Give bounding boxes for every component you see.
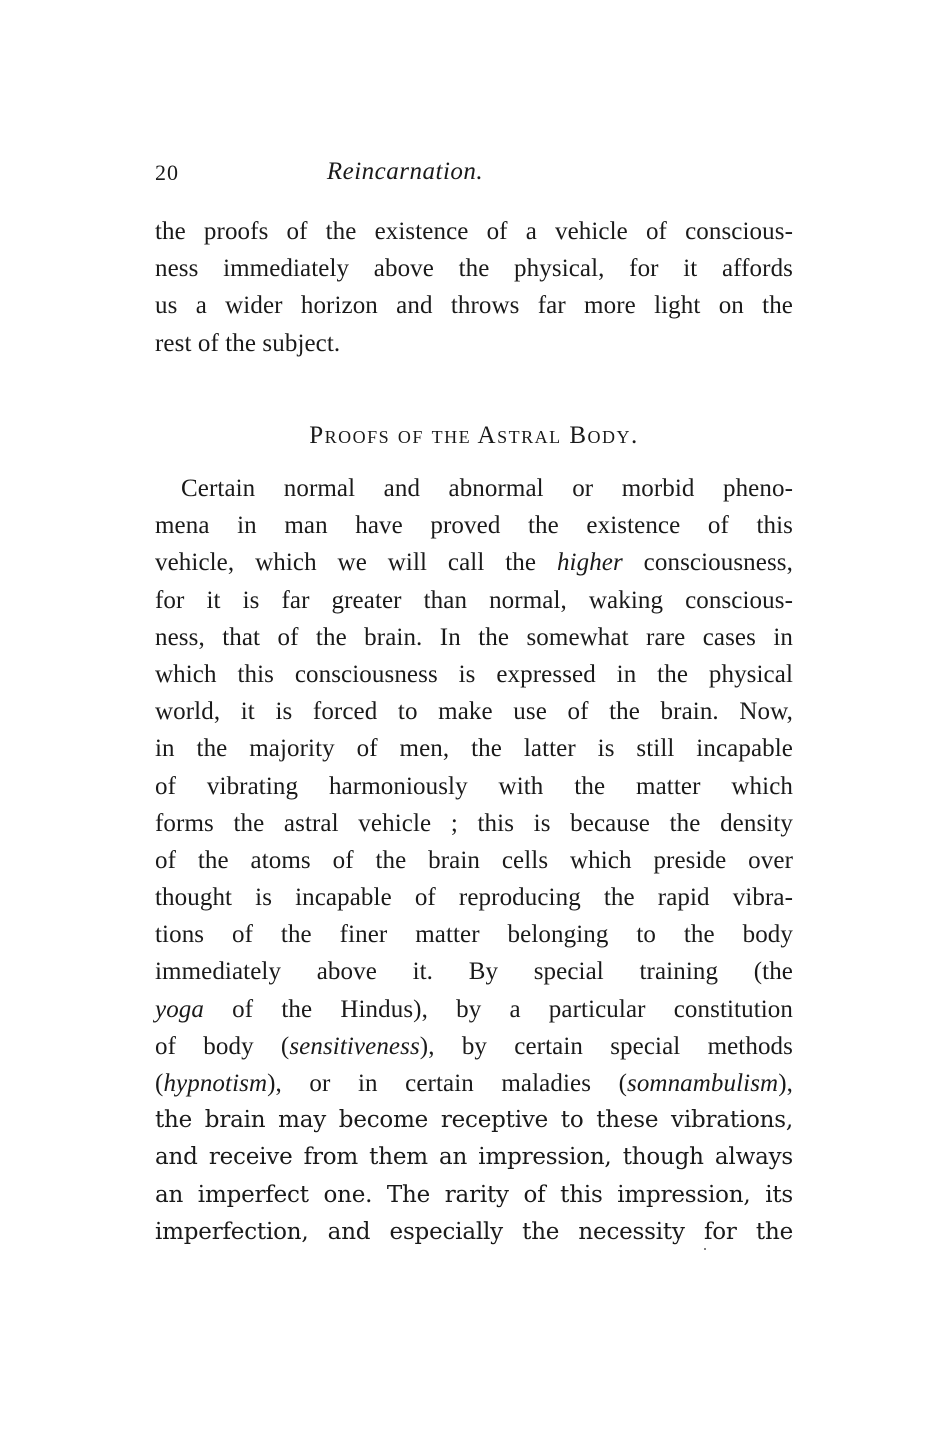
text-segment: ( (155, 1070, 164, 1097)
section-heading: Proofs of the Astral Body. (309, 422, 639, 449)
text-line: of the atoms of the brain cells which preside over (155, 846, 793, 874)
text-line: world, it is forced to make use of the brain. Now, (155, 698, 793, 726)
text-line (155, 1028, 793, 1065)
text-segment: ), (778, 1070, 793, 1097)
text-line (155, 1065, 793, 1102)
emphasis-text: somnambulism (627, 1070, 779, 1097)
text-line: immediately above it. By special training (the (155, 958, 793, 986)
text-line: tions of the finer matter belonging to the body (155, 921, 793, 949)
text-line: ness, that of the brain. In the somewhat rare cases in (155, 623, 793, 651)
text-line: us a wider horizon and throws far more light on the (155, 292, 793, 320)
text-line: thought is incapable of reproducing the rapid vibra- (155, 884, 793, 912)
text-line (155, 544, 793, 581)
text-line: and receive from them an impression, though always (155, 1144, 793, 1171)
text-segment: of the Hindus), by a particular constitution (204, 995, 793, 1023)
text-line: of vibrating harmoniously with the matter which (155, 772, 793, 800)
paragraph-continuation (155, 213, 793, 362)
text-line: an imperfect one. The rarity of this impression, its (155, 1181, 793, 1208)
text-line: mena in man have proved the existence of this (155, 512, 793, 540)
text-line: rest of the subject. (155, 329, 341, 357)
text-line: the proofs of the existence of a vehicle of conscious- (155, 218, 793, 245)
text-line: in the majority of men, the latter is still incapable (155, 735, 793, 763)
emphasis-text: hypnotism (163, 1070, 268, 1097)
text-line: the brain may become receptive to these vibrations, (155, 1107, 793, 1134)
running-title: Reincarnation. (326, 158, 484, 185)
text-segment: ), or in certain maladies ( (267, 1070, 627, 1097)
emphasis-text: yoga (155, 995, 204, 1023)
text-segment: consciousness, (622, 549, 793, 577)
text-line: imperfection, and especially the necessity for the (155, 1218, 793, 1245)
emphasis-text: sensitiveness (289, 1032, 420, 1060)
page-number: 20 (155, 160, 179, 185)
text-segment: ), by certain special methods (419, 1032, 793, 1060)
paragraph-astral-body (155, 470, 793, 1251)
text-line: forms the astral vehicle ; this is because the density (155, 809, 793, 837)
running-head (155, 160, 793, 190)
text-line: which this consciousness is expressed in the physical (155, 660, 793, 688)
text-segment: of body ( (155, 1032, 290, 1060)
scan-speck (704, 1248, 706, 1250)
emphasis-text: higher (556, 549, 623, 577)
text-line: Certain normal and abnormal or morbid pheno- (181, 475, 793, 502)
text-segment: vehicle, which we will call the (155, 549, 557, 577)
text-line (155, 991, 793, 1028)
text-line: for it is far greater than normal, waking conscious- (155, 586, 793, 614)
text-line: ness immediately above the physical, for it affords (155, 255, 793, 283)
